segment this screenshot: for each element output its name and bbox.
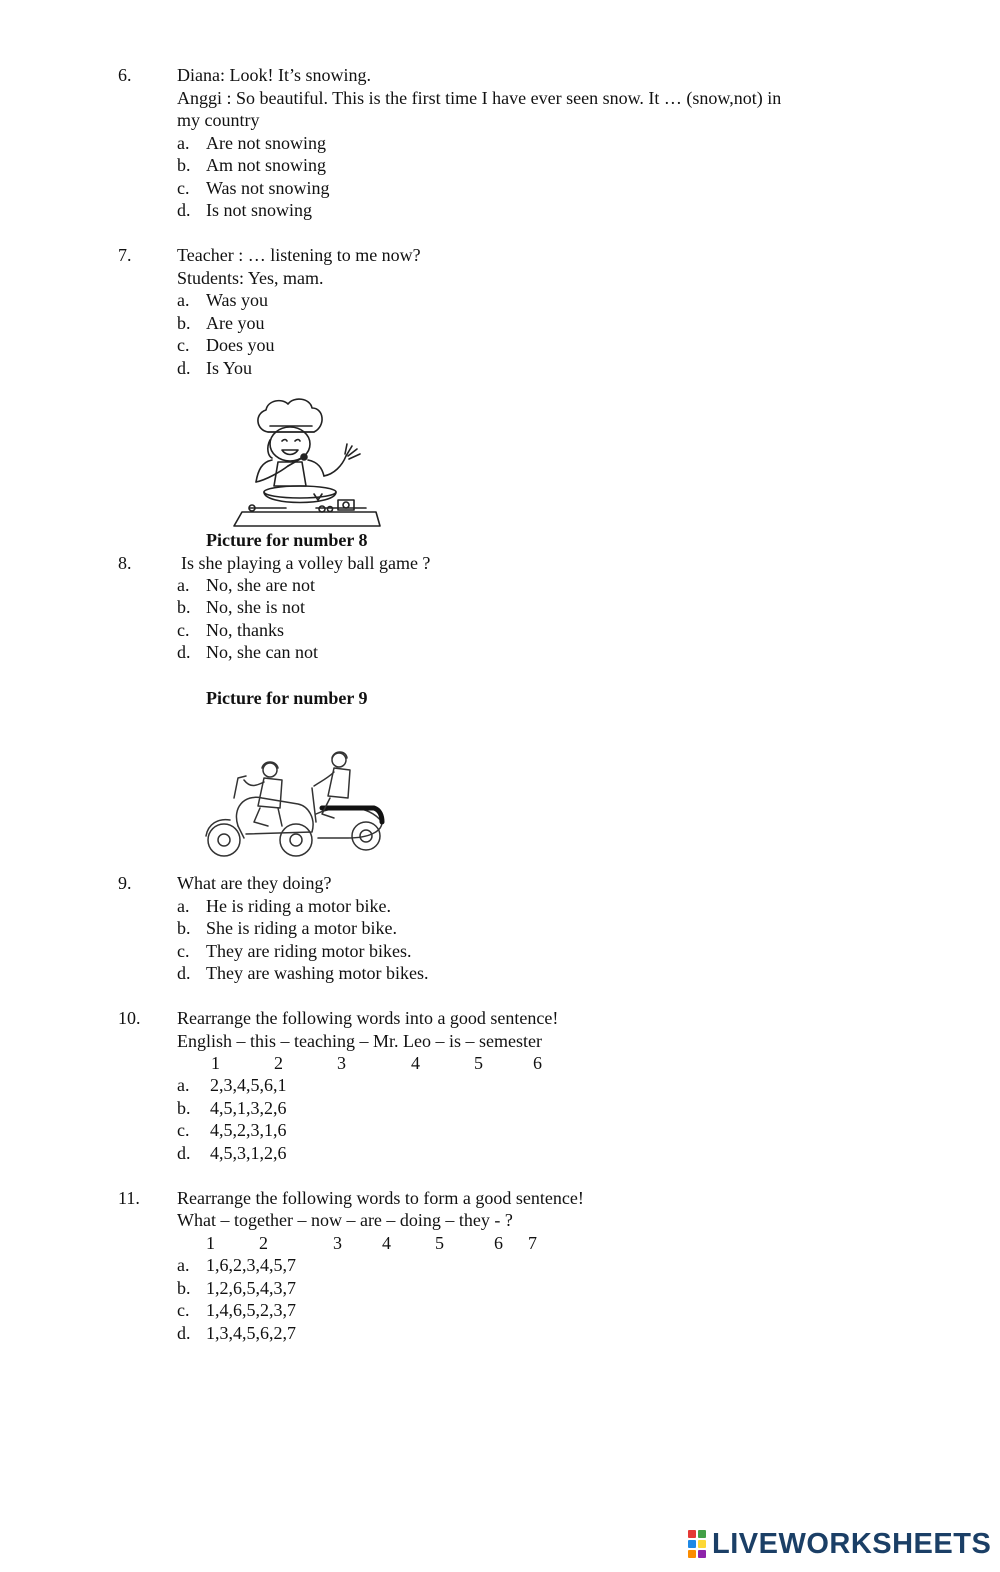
logo-square-icon [688,1530,696,1538]
picture-caption: Picture for number 9 [206,688,368,708]
question-number: 9. [118,873,132,893]
liveworksheets-logo[interactable] [688,1526,991,1562]
logo-square-icon [698,1550,706,1558]
option-letter: d. [177,1143,191,1163]
word-index: 7 [528,1233,537,1253]
question-text: Students: Yes, mam. [177,268,324,288]
question-text: Anggi : So beautiful. This is the first time I have ever seen snow. It … (snow,not) in [177,88,782,108]
question-number: 8. [118,553,132,573]
option-letter: d. [177,1323,191,1343]
word-index: 3 [337,1053,346,1073]
logo-square-icon [698,1540,706,1548]
word-index: 6 [533,1053,542,1073]
logo-square-icon [688,1540,696,1548]
option-letter: c. [177,335,190,355]
option-text: 1,6,2,3,4,5,7 [206,1255,296,1275]
question-text: Diana: Look! It’s snowing. [177,65,371,85]
question-number: 6. [118,65,132,85]
question-text: Is she playing a volley ball game ? [181,553,431,573]
option-text: No, she is not [206,597,305,617]
word-index: 4 [411,1053,420,1073]
word-index: 6 [494,1233,503,1253]
option-text: No, she can not [206,642,318,662]
logo-text: LIVEWORKSHEETS [712,1527,992,1560]
question-text: English – this – teaching – Mr. Leo – is – semester [177,1031,542,1051]
question-text: Rearrange the following words to form a good sentence! [177,1188,584,1208]
option-letter: a. [177,575,190,595]
question-number: 11. [118,1188,140,1208]
option-text: Does you [206,335,275,355]
picture-caption: Picture for number 8 [206,530,368,550]
question-text: What – together – now – are – doing – they - ? [177,1210,513,1230]
option-letter: d. [177,358,191,378]
question-number: 10. [118,1008,141,1028]
option-text: He is riding a motor bike. [206,896,391,916]
option-letter: b. [177,918,191,938]
scooter-riders-illustration [198,748,388,860]
word-index: 1 [211,1053,220,1073]
option-text: Are you [206,313,265,333]
word-index: 2 [274,1053,283,1073]
option-text: Was you [206,290,269,310]
chef-cooking-illustration [226,396,391,530]
question-number: 7. [118,245,132,265]
option-letter: a. [177,1075,190,1095]
question-text: Teacher : … listening to me now? [177,245,421,265]
option-letter: b. [177,155,191,175]
option-text: No, thanks [206,620,284,640]
word-index: 4 [382,1233,391,1253]
option-letter: a. [177,133,190,153]
option-letter: c. [177,620,190,640]
logo-square-icon [688,1550,696,1558]
option-text: 4,5,1,3,2,6 [210,1098,287,1118]
option-letter: a. [177,1255,190,1275]
option-letter: d. [177,642,191,662]
option-letter: c. [177,178,190,198]
option-text: 1,3,4,5,6,2,7 [206,1323,296,1343]
word-index: 2 [259,1233,268,1253]
option-text: Am not snowing [206,155,327,175]
question-text: my country [177,110,260,130]
option-letter: c. [177,1120,190,1140]
option-letter: d. [177,200,191,220]
option-text: They are washing motor bikes. [206,963,429,983]
option-text: Was not snowing [206,178,330,198]
question-text: Rearrange the following words into a good sentence! [177,1008,559,1028]
option-text: Are not snowing [206,133,326,153]
word-index: 5 [474,1053,483,1073]
option-text: She is riding a motor bike. [206,918,397,938]
option-text: 1,4,6,5,2,3,7 [206,1300,296,1320]
option-letter: b. [177,597,191,617]
word-index: 5 [435,1233,444,1253]
option-text: No, she are not [206,575,315,595]
word-index: 1 [206,1233,215,1253]
option-letter: a. [177,896,190,916]
option-letter: b. [177,1098,191,1118]
option-letter: c. [177,1300,190,1320]
option-text: 1,2,6,5,4,3,7 [206,1278,296,1298]
logo-square-icon [698,1530,706,1538]
option-text: Is not snowing [206,200,313,220]
option-text: 2,3,4,5,6,1 [210,1075,287,1095]
option-text: Is You [206,358,253,378]
option-letter: d. [177,963,191,983]
word-index: 3 [333,1233,342,1253]
logo-mark-icon [688,1530,706,1558]
option-text: 4,5,3,1,2,6 [210,1143,287,1163]
question-text: What are they doing? [177,873,332,893]
option-letter: c. [177,941,190,961]
option-letter: b. [177,1278,191,1298]
option-letter: b. [177,313,191,333]
option-text: They are riding motor bikes. [206,941,412,961]
option-letter: a. [177,290,190,310]
option-text: 4,5,2,3,1,6 [210,1120,287,1140]
